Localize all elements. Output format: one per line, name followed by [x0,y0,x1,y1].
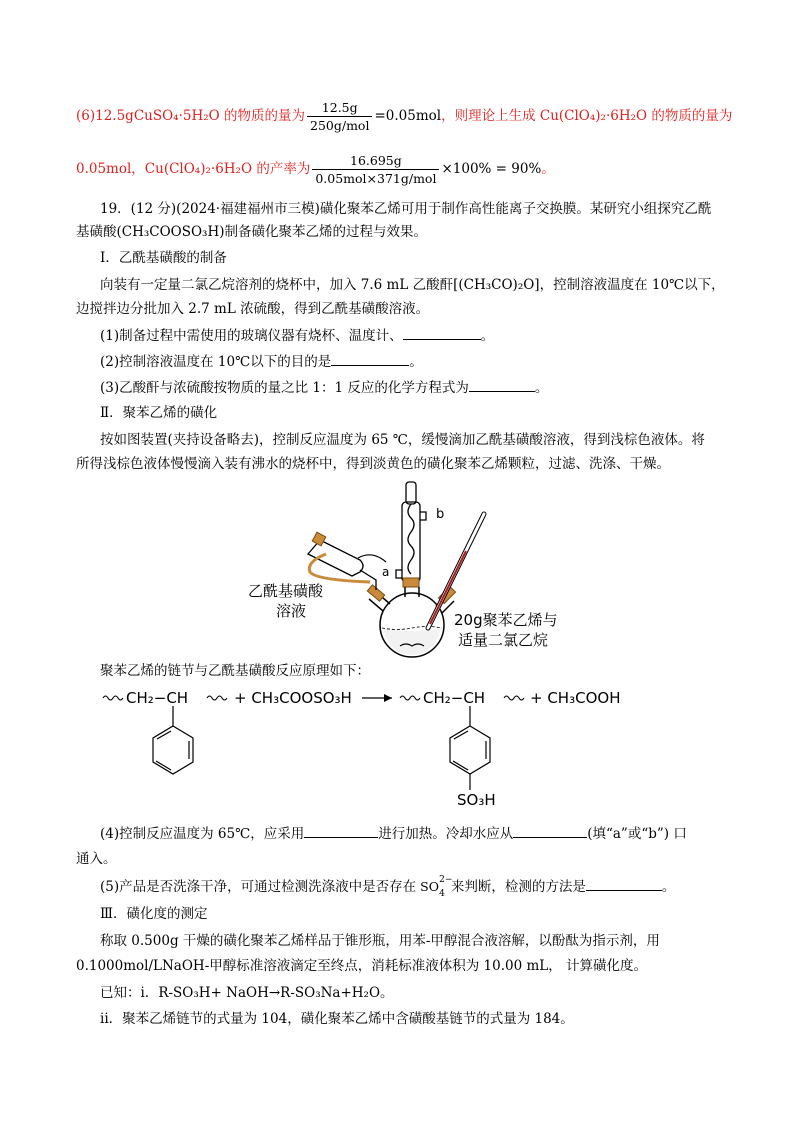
section-2-para-1: 按如图装置(夹持设备略去)，控制反应温度为 65 ℃，缓慢滴加乙酰基磺酸溶液，得到浅棕色液体。将 [100,432,705,448]
answer-blank-4b[interactable] [513,823,587,838]
condenser-stopper [403,578,419,587]
section-3-heading: Ⅲ．磺化度的测定 [100,906,208,922]
section-2-heading: Ⅱ．聚苯乙烯的磺化 [100,405,218,421]
reagent-label-2-line2: 适量二氯乙烷 [458,631,549,649]
answer-6-line1: (6)12.5gCuSO₄·5H₂O 的物质的量为 $\frac{12.5g}{\text{250g/mol}}$ =0.05mol，则理论上生成 Cu(ClO₄)₂·6H₂O 的物质的量为 [76,100,733,133]
section-2-para-2: 所得浅棕色液体慢慢滴入装有沸水的烧杯中，得到淡黄色的磺化聚苯乙烯颗粒，过滤、洗涤、干燥。 [76,456,670,472]
section-3-para-1: 称取 0.500g 干燥的磺化聚苯乙烯样品于锥形瓶，用苯-甲醇混合液溶解，以酚酞为指示剂，用 [100,933,660,949]
answer-blank-5[interactable] [586,876,662,891]
reaction-intro: 聚苯乙烯的链节与乙酰基磺酸反应原理如下： [100,663,370,679]
section-1-para-1: 向装有一定量二氯乙烷溶剂的烧杯中，加入 7.6 mL 乙酸酐[(CH₃CO)₂O]，控制溶液温度在 10℃以下， [100,277,725,293]
reflux-condenser [396,482,426,582]
label-a: a [382,565,390,579]
q19-intro-2: 基磺酸(CH₃COOSO₃H)制备磺化聚苯乙烯的过程与效果。 [76,224,428,240]
answer-blank-1[interactable] [403,325,481,340]
answer-6-line2: 0.05mol，Cu(ClO₄)₂·6H₂O 的产率为 $\frac{16.695g}{\text{0.05mol×371g/mol}}$ ×100% = 90%。 [76,153,555,186]
section-1-heading: Ⅰ．乙酰基磺酸的制备 [100,250,227,266]
question-4: (4)控制反应温度为 65℃，应采用 进行加热。冷却水应从 (填“a”或“b”) 口 [100,823,687,844]
product-acetic-acid: + CH₃COOH [530,689,621,707]
section-3-para-2: 0.1000mol/LNaOH-甲醇标准溶液滴定至终点，消耗标准液体积为 10.00 mL， 计算磺化度。 [76,958,648,974]
benzene-ring-right [450,706,490,790]
answer-blank-3[interactable] [469,377,535,392]
question-2: (2)控制溶液温度在 10℃以下的目的是 。 [100,351,423,372]
question-5: (5)产品是否洗涤干净，可通过检测洗涤液中是否存在 SO 2− 4 来判断，检测的方法是 。 [100,875,676,899]
sulfonic-group: SO₃H [457,791,496,809]
reagent-label-2-line1: 20g聚苯乙烯与 [454,611,558,629]
fraction-1: $\frac{12.5g}{\text{250g/mol}}$ [307,100,372,133]
known-1: 已知：i．R-SO₃H+ NaOH→R-SO₃Na+H₂O。 [100,985,394,1001]
reagent-label-1-line1: 乙酰基磺酸 [248,582,324,600]
fraction-2: $\frac{16.695g}{\text{0.05mol×371g/mol}}$ [312,153,439,186]
reagent-label-1-line2: 溶液 [276,602,307,620]
monomer-right: CH₂−CH [423,689,486,707]
monomer-left: CH₂−CH [126,689,189,707]
sulfate-ion: SO 2− 4 [420,875,453,899]
q19-intro-1: 19．(12 分)(2024·福建福州市三模)磺化聚苯乙烯可用于制作高性能离子交换膜。某研究小组探究乙酰 [100,201,712,217]
answer-blank-2[interactable] [331,351,409,366]
benzene-ring-left [153,706,193,774]
reagent-acetyl-sulfonic: + CH₃COOSO₃H [234,689,352,707]
answer-blank-4a[interactable] [304,823,378,838]
flask-liquid [383,628,441,655]
chain-wavy-left-1 [103,696,123,700]
section-1-para-2: 边搅拌边分批加入 2.7 mL 浓硫酸，得到乙酰基磺酸溶液。 [76,301,430,317]
reaction-scheme [100,682,660,812]
apparatus-figure [240,478,590,658]
question-3: (3)乙酸酐与浓硫酸按物质的量之比 1：1 反应的化学方程式为 。 [100,377,548,398]
label-b: b [436,507,445,522]
known-2: ii．聚苯乙烯链节的式量为 104，磺化聚苯乙烯中含磺酸基链节的式量为 184。 [100,1011,574,1027]
question-4-cont: 通入。 [76,851,117,867]
question-1: (1)制备过程中需使用的玻璃仪器有烧杯、温度计、 。 [100,325,494,346]
